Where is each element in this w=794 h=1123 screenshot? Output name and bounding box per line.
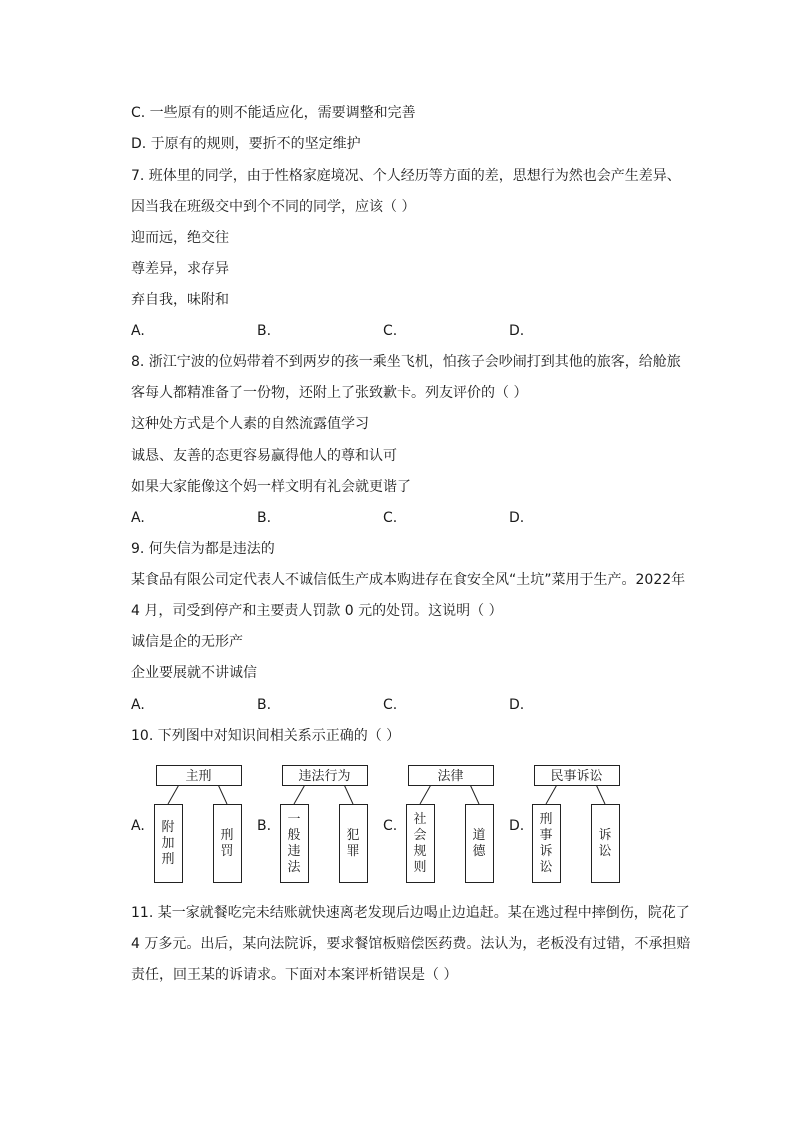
diagram-connector-line bbox=[168, 786, 179, 805]
diagram-option-letter: A. bbox=[131, 818, 145, 834]
option-c[interactable]: C. bbox=[383, 697, 398, 713]
diagram-right-label: 刑罚 bbox=[220, 828, 234, 859]
text-line: 4 月，司受到停产和主要责人罚款 0 元的处罚。这说明（ ） bbox=[131, 603, 503, 619]
statement-line: 这种处方式是个人素的自然流露值学习 bbox=[131, 416, 369, 432]
diagram-top-label: 主刑 bbox=[185, 769, 212, 784]
diagram-connector-line bbox=[345, 786, 354, 805]
text-line: C. 一些原有的则不能适应化，需要调整和完善 bbox=[131, 105, 416, 121]
diagram-left-label: 社会规则 bbox=[413, 812, 427, 875]
diagram-connector-line bbox=[294, 786, 305, 805]
answer-options bbox=[131, 695, 691, 715]
diagram-option-letter: B. bbox=[257, 818, 272, 834]
statement-line: 弃自我，味附和 bbox=[131, 292, 229, 308]
option-d[interactable]: D. bbox=[509, 323, 525, 339]
relationship-diagrams bbox=[131, 762, 691, 888]
diagram-right-label: 道德 bbox=[472, 828, 486, 859]
diagram-option-letter: C. bbox=[383, 818, 398, 834]
diagram-connector-line bbox=[219, 786, 228, 805]
statement-line: 诚信是企的无形产 bbox=[131, 634, 243, 650]
text-line: 责任，回王某的诉请求。下面对本案评析错误是（ ） bbox=[131, 967, 458, 983]
diagram-left-label: 一般违法 bbox=[287, 812, 301, 875]
text-line: 因当我在班级交中到个不同的同学，应该（ ） bbox=[131, 199, 416, 215]
diagram-top-label: 违法行为 bbox=[298, 769, 351, 784]
diagram-option-letter: D. bbox=[509, 818, 525, 834]
question-9: 9. 何失信为都是违法的 bbox=[131, 541, 275, 557]
option-b[interactable]: B. bbox=[257, 510, 272, 526]
question-11: 11. 某一家就餐吃完未结账就快速离老发现后边喝止边追赶。某在逃过程中摔倒伤，院花了 bbox=[131, 905, 690, 921]
question-8: 8. 浙江宁波的位妈带着不到两岁的孩一乘坐飞机，怕孩子会吵闹打到其他的旅客，给舱旅 bbox=[131, 354, 681, 370]
question-7: 7. 班体里的同学，由于性格家庭境况、个人经历等方面的差，思想行为然也会产生差异、 bbox=[131, 168, 681, 184]
option-a[interactable]: A. bbox=[131, 697, 145, 713]
option-c[interactable]: C. bbox=[383, 323, 398, 339]
diagram-connector-line bbox=[546, 786, 557, 805]
option-c[interactable]: C. bbox=[383, 510, 398, 526]
diagram-left-label: 刑事诉讼 bbox=[539, 812, 553, 875]
statement-line: 诚恳、友善的态更容易赢得他人的尊和认可 bbox=[131, 448, 397, 464]
option-d[interactable]: D. bbox=[509, 697, 525, 713]
diagram-top-label: 民事诉讼 bbox=[550, 769, 603, 784]
statement-line: 迎而远，绝交往 bbox=[131, 230, 229, 246]
statement-line: 如果大家能像这个妈一样文明有礼会就更谐了 bbox=[131, 479, 411, 495]
answer-options bbox=[131, 508, 691, 528]
diagram-connector-line bbox=[471, 786, 480, 805]
option-b[interactable]: B. bbox=[257, 323, 272, 339]
text-line: D. 于原有的规则，要折不的坚定维护 bbox=[131, 136, 361, 152]
option-a[interactable]: A. bbox=[131, 323, 145, 339]
diagram-canvas bbox=[131, 762, 691, 888]
statement-line: 尊差异，求存异 bbox=[131, 261, 229, 277]
diagram-left-label: 附加刑 bbox=[161, 820, 175, 867]
answer-options bbox=[131, 321, 691, 341]
question-10: 10. 下列图中对知识间相关系示正确的（ ） bbox=[131, 728, 401, 744]
option-b[interactable]: B. bbox=[257, 697, 272, 713]
option-a[interactable]: A. bbox=[131, 510, 145, 526]
diagram-connector-line bbox=[420, 786, 431, 805]
diagram-right-label: 诉讼 bbox=[598, 828, 612, 859]
text-line: 客每人都精准备了一份物，还附上了张致歉卡。列友评价的（ ） bbox=[131, 385, 528, 401]
text-line: 某食品有限公司定代表人不诚信低生产成本购进存在食安全风“土坑”菜用于生产。2022年 bbox=[131, 572, 686, 588]
statement-line: 企业要展就不讲诚信 bbox=[131, 665, 257, 681]
diagram-connector-line bbox=[597, 786, 606, 805]
diagram-right-label: 犯罪 bbox=[346, 828, 360, 859]
text-line: 4 万多元。出后，某向法院诉，要求餐馆板赔偿医药费。法认为，老板没有过错，不承担赔 bbox=[131, 936, 691, 952]
option-d[interactable]: D. bbox=[509, 510, 525, 526]
diagram-top-label: 法律 bbox=[437, 769, 464, 784]
